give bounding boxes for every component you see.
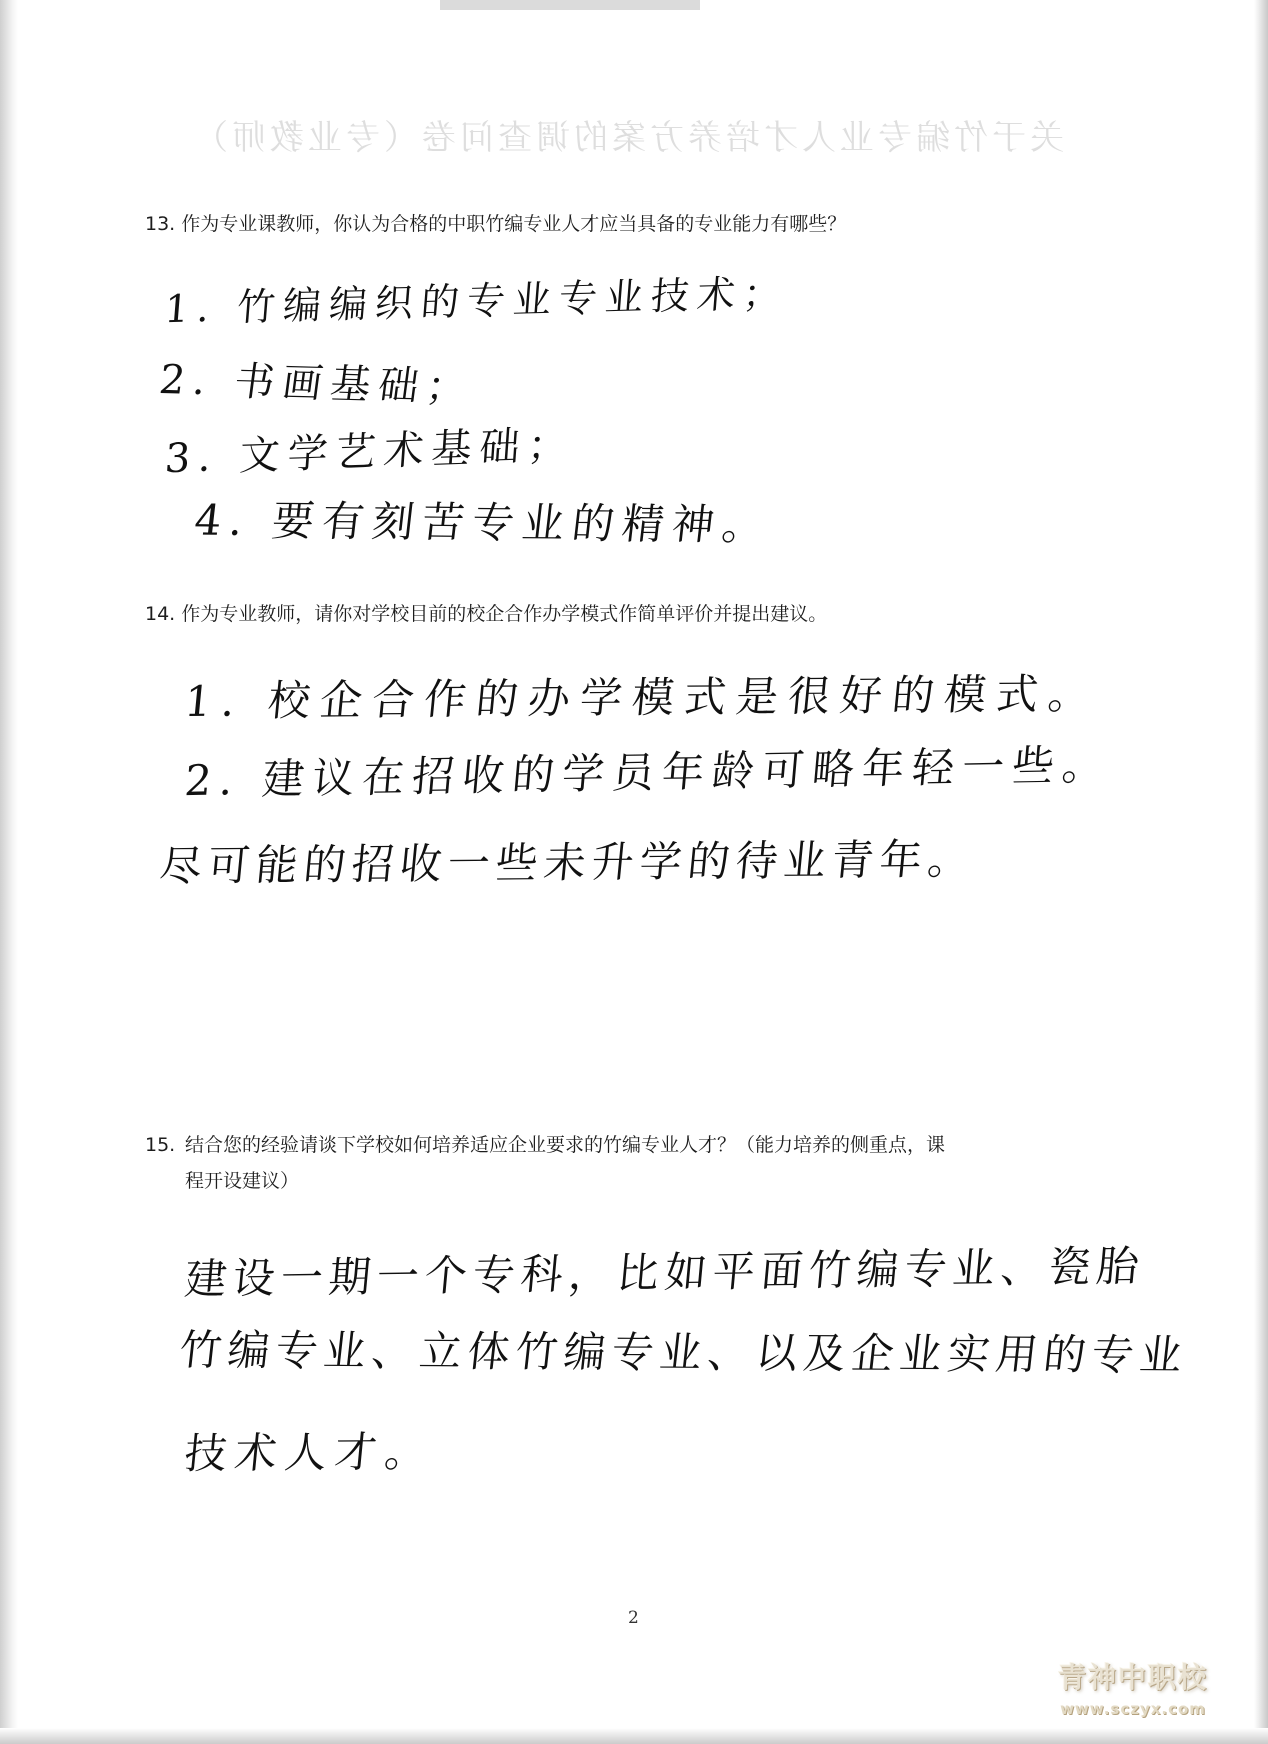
question-15-continuation: 程开设建议） xyxy=(185,1170,300,1192)
answer-15-line-3: 技术人才。 xyxy=(182,1426,438,1479)
scan-edge-bottom xyxy=(0,1728,1268,1744)
watermark-name: 青神中职校 xyxy=(1057,1661,1208,1694)
bleed-through-title: 关于竹编专业人才培养方案的调查问卷（专业教师） xyxy=(190,118,1064,158)
question-13: 13. 作为专业课教师，你认为合格的中职竹编专业人才应当具备的专业能力有哪些？ xyxy=(145,213,847,235)
answer-13-line-2: 2. 书画基础； xyxy=(156,356,478,412)
question-14: 14. 作为专业教师，请你对学校目前的校企合作办学模式作简单评价并提出建议。 xyxy=(145,603,828,625)
watermark-logo xyxy=(1028,1656,1238,1718)
answer-15-line-2: 竹编专业、立体竹编专业、以及企业实用的专业 xyxy=(177,1325,1191,1380)
page-number: 2 xyxy=(628,1608,639,1628)
question-15 xyxy=(145,1127,1145,1199)
answer-14-line-2: 2. 建议在招收的学员年龄可略年轻一些。 xyxy=(182,739,1115,806)
scan-edge-left xyxy=(0,0,18,1744)
answer-13-line-1: 1. 竹编编织的专业专业技术； xyxy=(163,270,791,332)
watermark-url: www.sczyx.com xyxy=(1060,1700,1206,1718)
answer-13-line-3: 3. 文学艺术基础； xyxy=(163,421,578,483)
question-15-number: 15. xyxy=(145,1134,176,1156)
question-15-text: 结合您的经验请谈下学校如何培养适应企业要求的竹编专业人才？（能力培养的侧重点，课 xyxy=(185,1134,946,1156)
answer-14-line-3: 尽可能的招收一些未升学的待业青年。 xyxy=(157,834,979,891)
scan-edge-right xyxy=(1254,0,1268,1744)
answer-14-line-1: 1. 校企合作的办学模式是很好的模式。 xyxy=(182,668,1103,727)
answer-15-line-1: 建设一期一个专科，比如平面竹编专业、瓷胎 xyxy=(182,1241,1147,1304)
answer-13-line-4: 4. 要有刻苦专业的精神。 xyxy=(191,495,775,550)
scan-top-mark xyxy=(440,0,700,10)
